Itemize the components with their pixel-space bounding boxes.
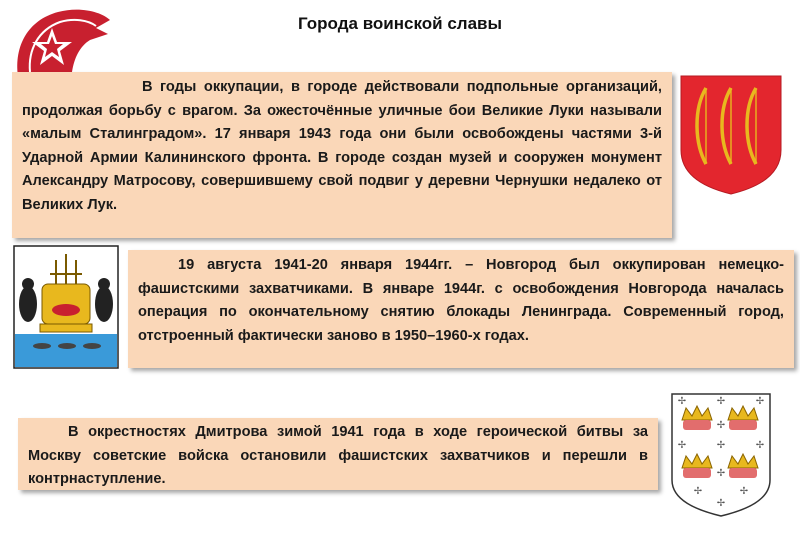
paragraph-velikie-luki: В годы оккупации, в городе действовали подпольные организаций, продолжая борьбу с врагом. За ожесточённые уличные бои Великие Луки называли «малым Сталинградом». 17 января 1943 года они были освобождены частями 3-й Ударной Армии Калининского фронта. В городе создан музей и сооружен монумент Александру Матросову, совершившему свой подвиг у деревни Чернушки недалеко от Великих Лук. [22,79,662,213]
svg-text:✢: ✢ [677,396,687,407]
svg-text:✢: ✢ [716,440,726,451]
svg-text:✢: ✢ [716,498,726,509]
page-title: Города воинской славы [298,14,502,33]
text-block-dmitrov [18,418,658,490]
svg-text:✢: ✢ [693,486,703,497]
svg-text:✢: ✢ [716,396,726,407]
dmitrov-coat-of-arms-icon [668,390,774,518]
text-block-novgorod [128,250,794,368]
velikie-luki-coat-of-arms-icon [676,72,786,198]
novgorod-coat-of-arms-icon [12,244,120,370]
svg-text:✢: ✢ [716,468,726,479]
svg-text:✢: ✢ [677,440,687,451]
svg-text:✢: ✢ [755,396,765,407]
paragraph-dmitrov: В окрестностях Дмитрова зимой 1941 года в ходе героической битвы за Москву советские войска остановили фашистских захватчиков и перешли в контрнаступление. [28,424,648,488]
svg-text:✢: ✢ [716,420,726,431]
text-block-velikie-luki [12,72,672,238]
paragraph-novgorod: 19 августа 1941-20 января 1944гг. – Новгород был оккупирован немецко-фашистскими захватчиками. В январе 1944г. с освобождения Новгорода началась операция по окончательному снятию блокады Ленинграда. Современный город, отстроенный фактически заново в 1950–1960-х годах. [138,257,784,344]
svg-text:✢: ✢ [755,440,765,451]
svg-text:✢: ✢ [739,486,749,497]
